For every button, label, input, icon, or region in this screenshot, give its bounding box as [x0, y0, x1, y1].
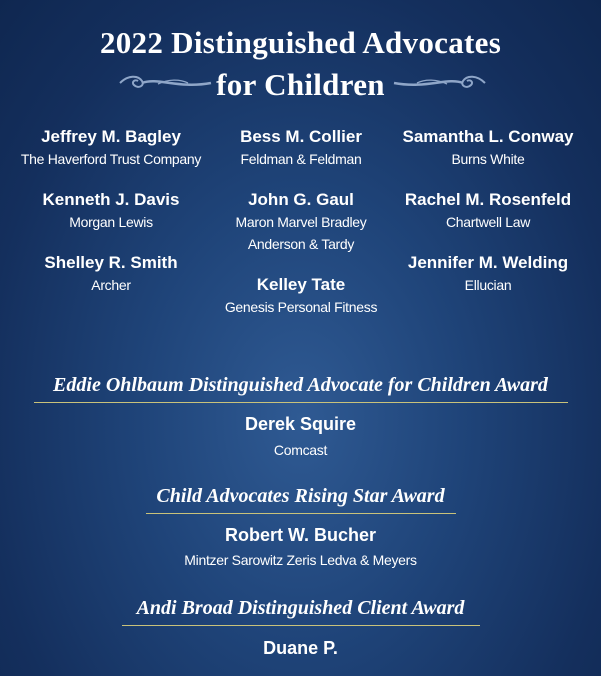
- page-title-line-1: 2022 Distinguished Advocates: [99, 25, 502, 60]
- honoree-organization: Archer: [91, 277, 131, 293]
- honoree-card: [16, 189, 206, 233]
- award-recipient-organization: Mintzer Sarowitz Zeris Ledva & Meyers: [184, 552, 417, 568]
- honoree-card: [206, 126, 396, 170]
- honoree-card: [16, 126, 206, 170]
- honoree-organization: Genesis Personal Fitness: [224, 299, 378, 315]
- honoree-name: Kelley Tate: [256, 275, 346, 294]
- honoree-organization: Ellucian: [464, 277, 512, 293]
- award-recipient-name: Derek Squire: [244, 414, 357, 434]
- honoree-name: Kenneth J. Davis: [42, 190, 180, 209]
- award-title: Andi Broad Distinguished Client Award: [136, 597, 465, 619]
- award-recipient-name: Duane P.: [263, 638, 338, 658]
- honoree-organization: Burns White: [451, 151, 525, 167]
- honoree-card: [206, 189, 396, 255]
- honoree-organization-line-1: Maron Marvel Bradley: [235, 214, 367, 230]
- award-recipient-organization: Comcast: [273, 442, 328, 458]
- award-recipient-name: Robert W. Bucher: [224, 525, 376, 545]
- honoree-card: [393, 189, 583, 233]
- honoree-card: [206, 274, 396, 318]
- honoree-name: Bess M. Collier: [240, 127, 362, 146]
- award-divider: [146, 513, 456, 514]
- honoree-name: Rachel M. Rosenfeld: [404, 190, 572, 209]
- page-title-line-2: for Children: [216, 67, 385, 102]
- honoree-name: John G. Gaul: [248, 190, 354, 209]
- honoree-organization-line-2: Anderson & Tardy: [247, 236, 355, 252]
- award-title: Child Advocates Rising Star Award: [156, 485, 445, 507]
- honoree-organization: Feldman & Feldman: [240, 151, 362, 167]
- honoree-organization: Chartwell Law: [445, 214, 531, 230]
- honoree-organization: Morgan Lewis: [69, 214, 153, 230]
- award-divider: [122, 625, 480, 626]
- honoree-card: [393, 252, 583, 296]
- honoree-name: Samantha L. Conway: [402, 127, 574, 146]
- honoree-name: Jeffrey M. Bagley: [41, 127, 181, 146]
- honoree-organization: The Haverford Trust Company: [20, 151, 202, 167]
- award-divider: [34, 402, 568, 403]
- award-title: Eddie Ohlbaum Distinguished Advocate for Children Award: [53, 374, 548, 396]
- honoree-name: Jennifer M. Welding: [407, 253, 569, 272]
- honoree-card: [16, 252, 206, 296]
- honoree-name: Shelley R. Smith: [44, 253, 178, 272]
- honoree-card: [393, 126, 583, 170]
